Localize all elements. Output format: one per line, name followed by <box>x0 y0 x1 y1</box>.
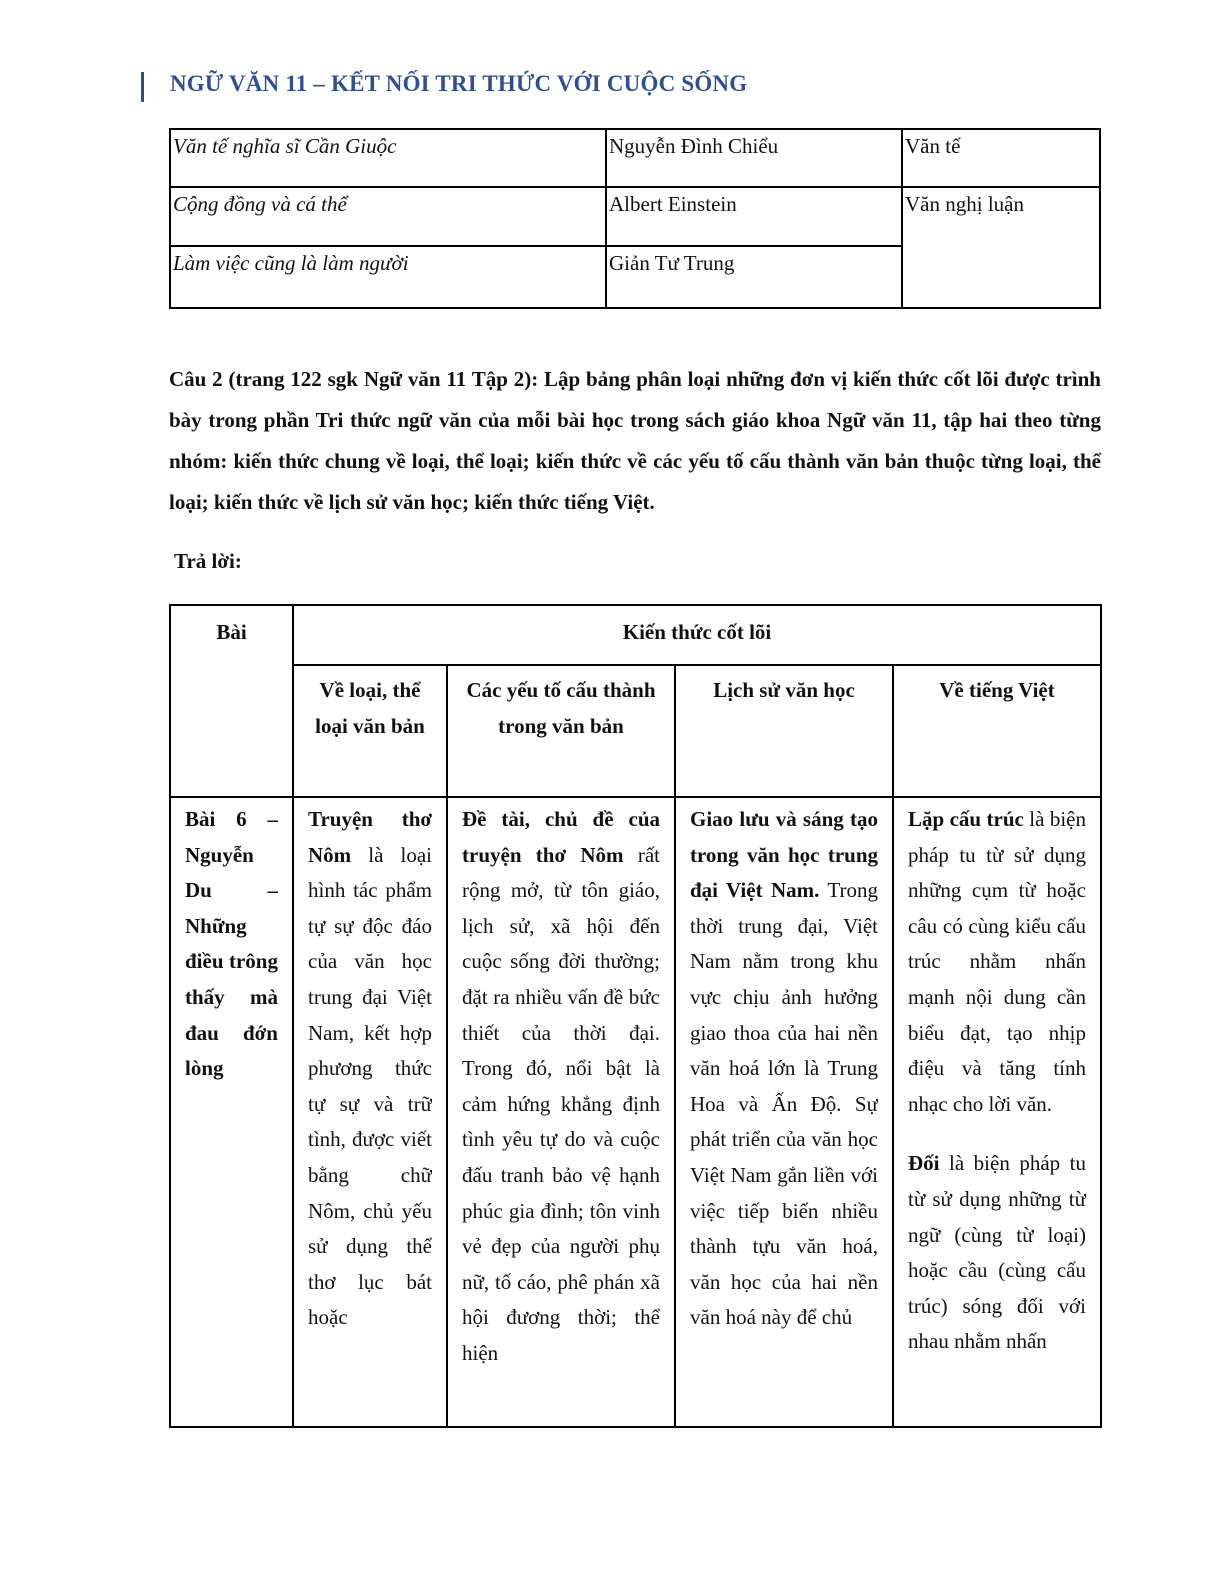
work-author: Albert Einstein <box>606 187 902 246</box>
vietnamese-item <box>908 1146 1086 1360</box>
header-lesson: Bài <box>170 605 293 797</box>
parallelism-description: là biện pháp tu từ sử dụng những từ ngữ (cùng từ loại) hoặc cầu (cùng cấu trúc) sóng đối với nhau nhằm nhấn <box>908 1151 1086 1354</box>
history-description: Trong thời trung đại, Việt Nam nằm trong khu vực chịu ảnh hưởng giao thoa của hai nền văn hoá lớn là Trung Hoa và Ấn Độ. Sự phát triển của văn học Việt Nam gắn liền với việc tiếp biến nhiều thành tựu văn hoá, văn học của hai nền văn hoá này để chủ <box>690 878 878 1330</box>
table-row <box>170 129 1100 187</box>
subheader-vietnamese: Về tiếng Việt <box>893 665 1101 797</box>
work-genre: Văn nghị luận <box>902 187 1100 308</box>
lesson-name-text: Bài 6 – Nguyễn Du – Những điều trông thấy mà đau đớn lòng <box>185 807 278 1081</box>
genre-description: là loại hình tác phẩm tự sự độc đáo của văn học trung đại Việt Nam, kết hợp phương thức tự sự và trữ tình, được viết bằng chữ Nôm, chủ yếu sử dụng thể thơ lục bát hoặc <box>308 842 432 1330</box>
subheader-genre: Về loại, thể loại văn bản <box>293 665 447 797</box>
works-table <box>169 128 1101 309</box>
elements-term: Đề tài, chủ đề của truyện thơ Nôm <box>462 807 660 867</box>
parallelism-term: Đối <box>908 1151 940 1176</box>
work-genre: Văn tế <box>902 129 1100 187</box>
table-subheader-row <box>170 665 1101 797</box>
knowledge-table <box>169 604 1102 1428</box>
genre-term: Truyện thơ Nôm <box>308 807 432 867</box>
lesson-name <box>170 797 293 1427</box>
answer-label: Trả lời: <box>174 549 242 573</box>
table-header-row <box>170 605 1101 665</box>
work-author: Giản Tư Trung <box>606 246 902 308</box>
page-header-title: NGỮ VĂN 11 – KẾT NỐI TRI THỨC VỚI CUỘC SỐNG <box>170 71 748 96</box>
vietnamese-item <box>908 802 1086 1122</box>
work-title: Cộng đồng và cá thể <box>170 187 606 246</box>
repeat-structure-description: là biện pháp tu từ sử dụng những cụm từ hoặc câu có cùng kiểu cấu trúc nhằm nhấn mạnh nội dung cần biểu đạt, tạo nhịp điệu và tăng tính nhạc cho lời văn. <box>908 807 1086 1116</box>
repeat-structure-term: Lặp cấu trúc <box>908 807 1024 831</box>
history-term: Giao lưu và sáng tạo trong văn học trung đại Việt Nam. <box>690 807 878 903</box>
table-row <box>170 797 1101 1427</box>
header-accent-bar <box>141 72 144 102</box>
subheader-elements: Các yếu tố cấu thành trong văn bản <box>447 665 675 797</box>
work-author: Nguyễn Đình Chiểu <box>606 129 902 187</box>
subheader-history: Lịch sử văn học <box>675 665 893 797</box>
cell-history <box>675 797 893 1427</box>
question-text: Câu 2 (trang 122 sgk Ngữ văn 11 Tập 2): Lập bảng phân loại những đơn vị kiến thức cốt lõi được trình bày trong phần Tri thức ngữ văn của mỗi bài học trong sách giáo khoa Ngữ văn 11, tập hai theo từng nhóm: kiến thức chung về loại, thể loại; kiến thức về các yếu tố cấu thành văn bản thuộc từng loại, thể loại; kiến thức về lịch sử văn học; kiến thức tiếng Việt. <box>169 367 1101 514</box>
table-row <box>170 187 1100 246</box>
cell-vietnamese <box>893 797 1101 1427</box>
elements-description: rất rộng mở, từ tôn giáo, lịch sử, xã hội đến cuộc sống đời thường; đặt ra nhiều vấn đề bức thiết của thời đại. Trong đó, nổi bật là cảm hứng khẳng định tình yêu tự do và cuộc đấu tranh bảo vệ hạnh phúc gia đình; tôn vinh vẻ đẹp của người phụ nữ, tố cáo, phê phán xã hội đương thời; thể hiện <box>462 842 660 1365</box>
header-core-knowledge: Kiến thức cốt lõi <box>293 605 1101 665</box>
work-title: Làm việc cũng là làm người <box>170 246 606 308</box>
work-title: Văn tế nghĩa sĩ Cần Giuộc <box>170 129 606 187</box>
cell-genre <box>293 797 447 1427</box>
cell-elements <box>447 797 675 1427</box>
